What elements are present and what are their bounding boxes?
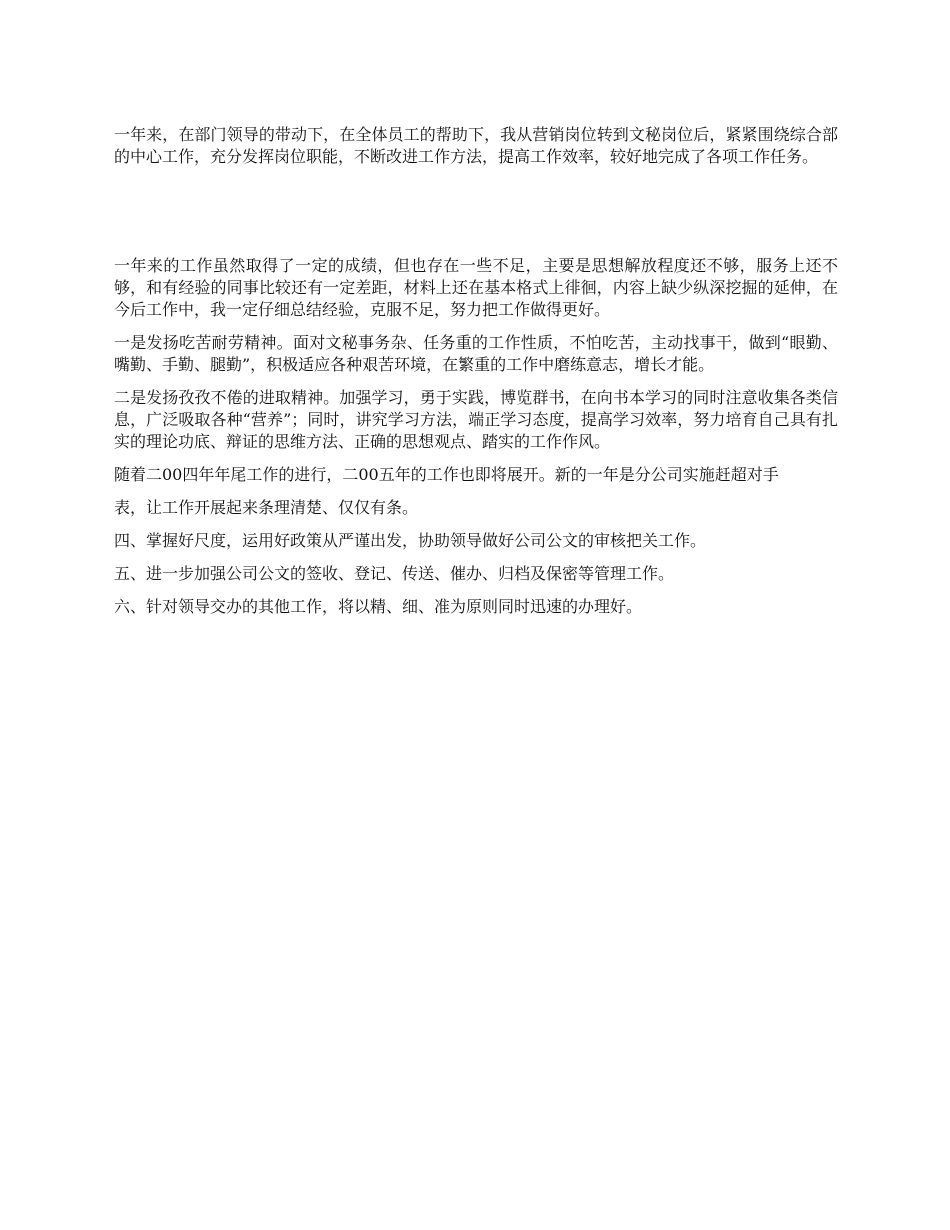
paragraph-item-six: 六、针对领导交办的其他工作，将以精、细、准为原则同时迅速的办理好。 [114, 597, 643, 616]
paragraph-shortcomings: 一年来的工作虽然取得了一定的成绩，但也存在一些不足，主要是思想解放程度还不够，服务上还不够，和有经验的同事比较还有一定差距，材料上还在基本格式上徘徊，内容上缺少纵深挖掘的延伸，在今后工作中，我一定仔细总结经验，克服不足，努力把工作做得更好。 [114, 256, 838, 319]
paragraph-item-five: 五、进一步加强公司公文的签收、登记、传送、催办、归档及保密等管理工作。 [114, 564, 675, 583]
paragraph-intro: 一年来，在部门领导的带动下，在全体员工的帮助下，我从营销岗位转到文秘岗位后，紧紧围绕综合部的中心工作，充分发挥岗位职能，不断改进工作方法，提高工作效率，较好地完成了各项工作任务。 [114, 125, 838, 166]
paragraph-point-one: 一是发扬吃苦耐劳精神。面对文秘事务杂、任务重的工作性质，不怕吃苦，主动找事干，做到“眼勤、嘴勤、手勤、腿勤”，积极适应各种艰苦环境，在繁重的工作中磨练意志，增长才能。 [114, 333, 838, 374]
paragraph-point-two: 二是发扬孜孜不倦的进取精神。加强学习，勇于实践，博览群书，在向书本学习的同时注意收集各类信息，广泛吸取各种“营养”；同时，讲究学习方法，端正学习态度，提高学习效率，努力培育自己具有扎实的理论功底、辩证的思维方法、正确的思想观点、踏实的工作作风。 [114, 388, 838, 451]
paragraph-new-year: 随着二00四年年尾工作的进行，二00五年的工作也即将展开。新的一年是分公司实施赶超对手 [114, 465, 779, 484]
document-body [114, 124, 838, 629]
paragraph-item-four: 四、掌握好尺度，运用好政策从严谨出发，协助领导做好公司公文的审核把关工作。 [114, 531, 707, 550]
paragraph-fragment: 表，让工作开展起来条理清楚、仅仅有条。 [114, 498, 419, 517]
